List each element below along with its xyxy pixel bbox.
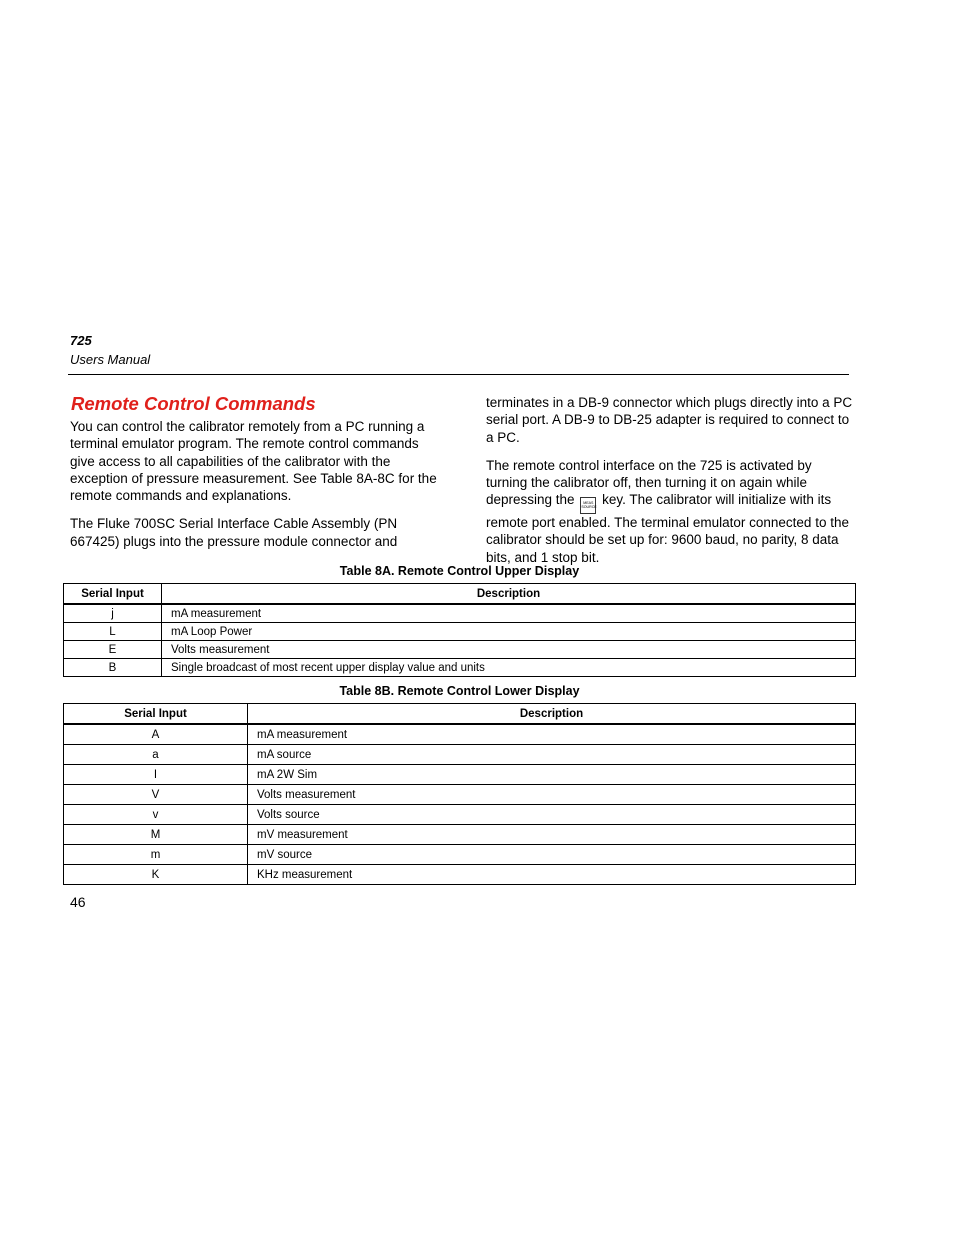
serial-input-cell: V <box>64 785 248 805</box>
table-8b-body <box>64 724 856 885</box>
serial-input-cell: m <box>64 845 248 865</box>
serial-input-cell: M <box>64 825 248 845</box>
table-row <box>64 805 856 825</box>
description-cell: Volts measurement <box>162 641 856 659</box>
description-cell: mA 2W Sim <box>248 765 856 785</box>
description-cell: Single broadcast of most recent upper display value and units <box>162 659 856 677</box>
column-header-description: Description <box>162 584 856 605</box>
table-row <box>64 865 856 885</box>
paragraph <box>486 457 854 566</box>
serial-input-cell: a <box>64 745 248 765</box>
serial-input-cell: K <box>64 865 248 885</box>
header-model: 725 <box>70 333 92 348</box>
key-icon-label-bottom: SOURCE <box>581 505 597 510</box>
table-header-row <box>64 584 856 605</box>
serial-input-cell: A <box>64 724 248 745</box>
description-cell: mA source <box>248 745 856 765</box>
table-header-row <box>64 704 856 725</box>
table-row <box>64 765 856 785</box>
header-subtitle: Users Manual <box>70 352 151 367</box>
column-header-description: Description <box>248 704 856 725</box>
table-8b <box>63 703 856 885</box>
right-column <box>486 394 854 577</box>
left-column <box>70 418 438 561</box>
table-row <box>64 745 856 765</box>
serial-input-cell: L <box>64 623 162 641</box>
paragraph: The Fluke 700SC Serial Interface Cable Assembly (PN 667425) plugs into the pressure module connector and <box>70 516 398 549</box>
column-header-serial-input: Serial Input <box>64 584 162 605</box>
table-8a-body <box>64 604 856 677</box>
meas-source-key-icon <box>580 497 596 514</box>
serial-input-cell: j <box>64 604 162 623</box>
key-icon-label-top: MEAS <box>583 500 594 505</box>
description-cell: mV measurement <box>248 825 856 845</box>
table-row <box>64 604 856 623</box>
table-row <box>64 825 856 845</box>
description-cell: mA Loop Power <box>162 623 856 641</box>
paragraph-text: key. The calibrator will initialize with its remote port enabled. The terminal emulator connected to the calibrator should be set up for: 9600 baud, no parity, 8 data bits, and 1 stop bit. <box>486 492 849 565</box>
description-cell: mA measurement <box>162 604 856 623</box>
table-8b-caption: Table 8B. Remote Control Lower Display <box>339 684 580 698</box>
section-title: Remote Control Commands <box>71 393 316 414</box>
page-number: 46 <box>70 894 86 910</box>
description-cell: Volts measurement <box>248 785 856 805</box>
paragraph-text: The remote control interface on the 725 is activated by turning the calibrator off, then turning it on again while depressing the <box>486 457 812 508</box>
description-cell: Volts source <box>248 805 856 825</box>
serial-input-cell: I <box>64 765 248 785</box>
table-row <box>64 623 856 641</box>
header-rule <box>68 374 849 375</box>
table-row <box>64 659 856 677</box>
table-8a <box>63 583 856 677</box>
table-8a-caption: Table 8A. Remote Control Upper Display <box>339 564 580 578</box>
serial-input-cell: E <box>64 641 162 659</box>
table-row <box>64 724 856 745</box>
table-row <box>64 845 856 865</box>
table-row <box>64 785 856 805</box>
paragraph: You can control the calibrator remotely from a PC running a terminal emulator program. The remote control commands give access to all capabilities of the calibrator with the exception of pressure measurement. See Table 8A-8C for the remote commands and explanations. <box>70 419 437 504</box>
description-cell: mA measurement <box>248 724 856 745</box>
serial-input-cell: B <box>64 659 162 677</box>
description-cell: KHz measurement <box>248 865 856 885</box>
column-header-serial-input: Serial Input <box>64 704 248 725</box>
description-cell: mV source <box>248 845 856 865</box>
table-row <box>64 641 856 659</box>
serial-input-cell: v <box>64 805 248 825</box>
paragraph: terminates in a DB-9 connector which plugs directly into a PC serial port. A DB-9 to DB-25 adapter is required to connect to a PC. <box>486 395 853 445</box>
